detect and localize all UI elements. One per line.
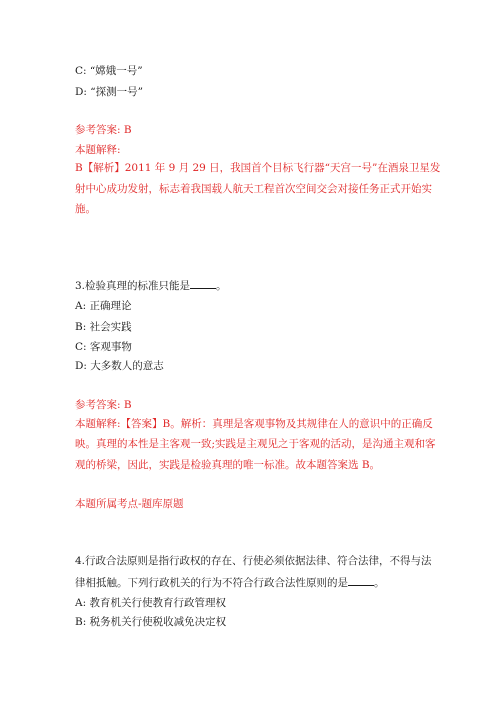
explanation-line: 本题解释:【答案】B。解析：真理是客观事物及其规律在人的意识中的正确反 <box>75 418 433 430</box>
explanation-line: B【解析】2011 年 9 月 29 日，我国首个目标飞行器“天宫一号”在酒泉卫星发 <box>75 162 441 174</box>
question-3-stem <box>75 278 227 293</box>
answer-blank <box>190 278 216 289</box>
question-4-stem-line2 <box>75 575 385 590</box>
explanation-line: 映。真理的本性是主客观一致;实践是主观见之于客观的活动，是沟通主观和客 <box>75 438 436 450</box>
question-stem-text: 律相抵触。下列行政机关的行为不符合行政合法性原则的是 <box>75 577 348 589</box>
option-a: A: 正确理论 <box>75 300 132 312</box>
answer-blank <box>348 575 374 586</box>
explanation-line: 射中心成功发射，标志着我国载人航天工程首次空间交会对接任务正式开始实 <box>75 183 432 195</box>
question-stem-text: 3.检验真理的标准只能是 <box>75 280 191 292</box>
option-d: D: “探测一号” <box>75 86 144 98</box>
question-source: 本题所属考点-题库原题 <box>75 498 184 510</box>
question-4-stem-line1: 4.行政合法原则是指行政权的存在、行使必须依据法律、符合法律，不得与法 <box>75 555 432 567</box>
explanation-line: 观的桥梁，因此，实践是检验真理的唯一标准。故本题答案选 B。 <box>75 459 381 471</box>
option-b: B: 社会实践 <box>75 321 132 333</box>
question-stem-end: 。 <box>374 577 385 589</box>
reference-answer: 参考答案: B <box>75 399 132 411</box>
explanation-line: 施。 <box>75 203 96 215</box>
reference-answer: 参考答案: B <box>75 124 132 136</box>
option-c: C: 客观事物 <box>75 341 132 353</box>
option-a: A: 教育机关行使教育行政管理权 <box>75 597 226 609</box>
question-stem-end: 。 <box>216 280 227 292</box>
explanation-heading: 本题解释: <box>75 144 121 156</box>
option-d: D: 大多数人的意志 <box>75 360 164 372</box>
option-c: C: “嫦娥一号” <box>75 65 143 77</box>
option-b: B: 税务机关行使税收减免决定权 <box>75 616 227 628</box>
